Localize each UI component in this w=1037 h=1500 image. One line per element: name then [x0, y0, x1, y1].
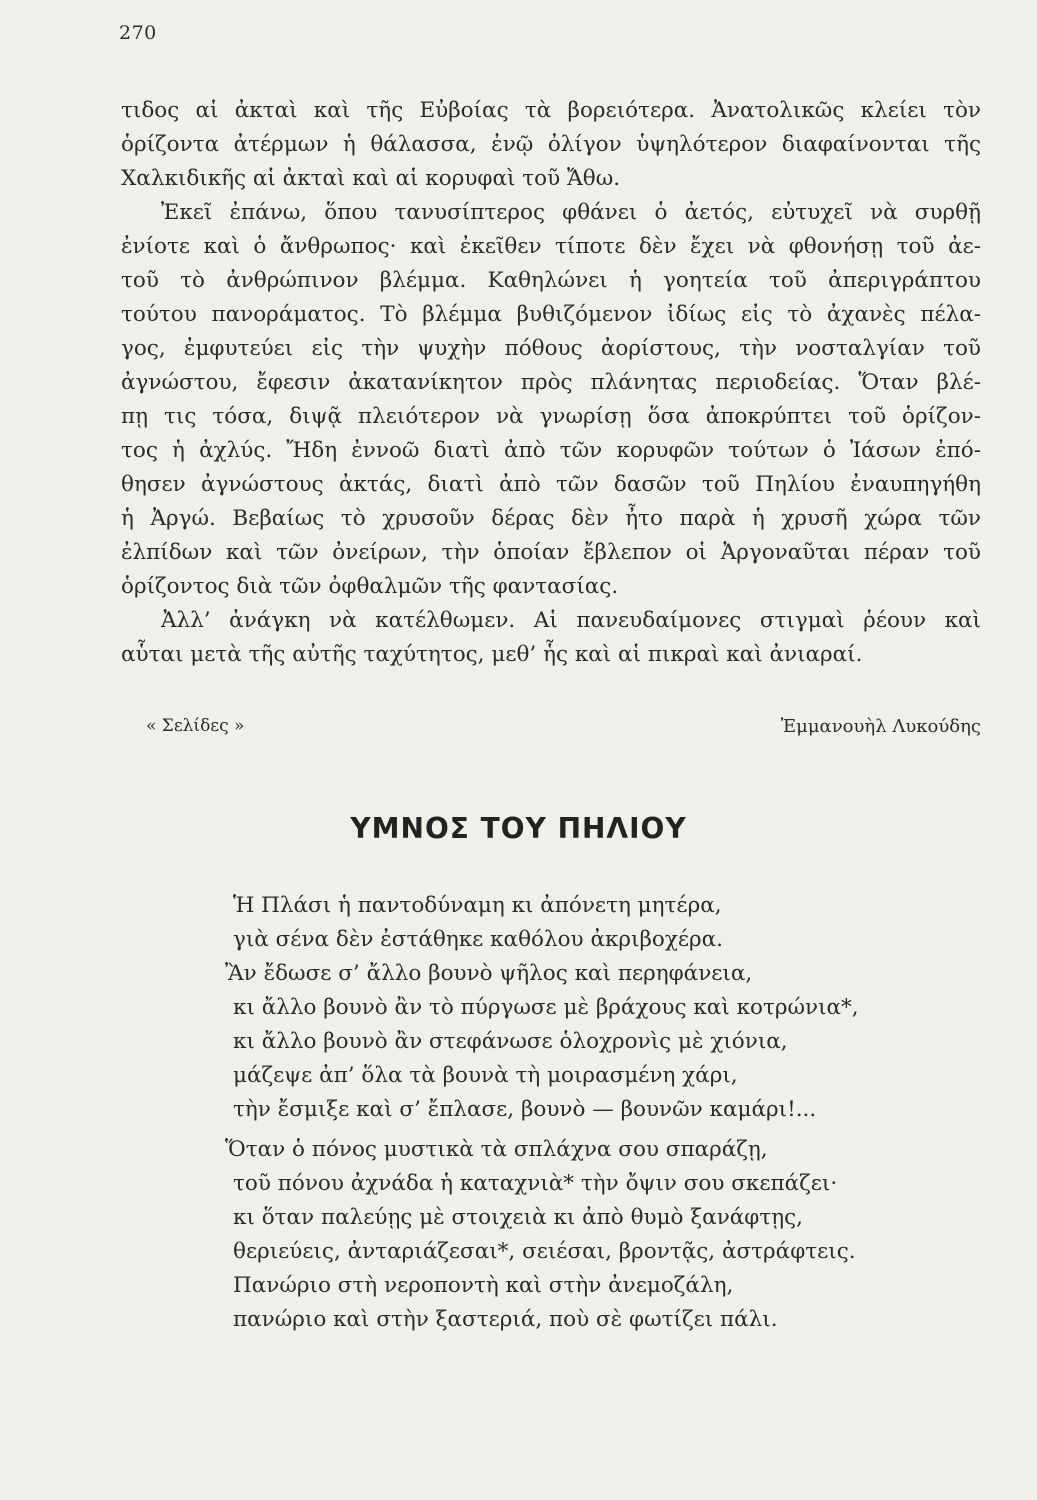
prose-line: αὗται μετὰ τῆς αὐτῆς ταχύτητος, μεθ’ ἧς καὶ αἱ πικραὶ καὶ ἀνιαραί.: [121, 642, 863, 667]
page-number: 270: [119, 22, 157, 44]
prose-line: ἀγνώστου, ἔφεσιν ἀκατανίκητον πρὸς πλάνητας περιοδείας. Ὅταν βλέ-: [121, 370, 981, 395]
poem-line: τὴν ἔσμιξε καὶ σ’ ἔπλασε, βουνὸ — βουνῶν καμάρι!...: [233, 1097, 817, 1122]
prose-line: Ἐκεῖ ἐπάνω, ὅπου τανυσίπτερος φθάνει ὁ ἀετός, εὐτυχεῖ νὰ συρθῇ: [161, 200, 981, 225]
poem-line: κι ἄλλο βουνὸ ἂν τὸ πύργωσε μὲ βράχους καὶ κοτρώνια*,: [233, 995, 859, 1020]
poem-line: μάζεψε ἀπ’ ὅλα τὰ βουνὰ τὴ μοιρασμένη χάρι,: [233, 1063, 738, 1088]
poem: [225, 889, 993, 1337]
prose-line: θησεν ἀγνώστους ἀκτάς, διατὶ ἀπὸ τῶν δασῶν τοῦ Πηλίου ἐναυπηγήθη: [121, 472, 981, 497]
poem-line: θεριεύεις, ἀνταριάζεσαι*, σειέσαι, βροντᾷς, ἀστράφτεις.: [233, 1239, 856, 1264]
poem-line: κι ἄλλο βουνὸ ἂν στεφάνωσε ὁλοχρονὶς μὲ χιόνια,: [233, 1029, 788, 1054]
poem-line: πανώριο καὶ στὴν ξαστεριά, ποὺ σὲ φωτίζει πάλι.: [233, 1307, 778, 1332]
prose-line: Ἀλλ’ ἀνάγκη νὰ κατέλθωμεν. Αἱ πανευδαίμονες στιγμαὶ ῥέουν καὶ: [161, 608, 981, 633]
author-name: Ἐμμανουὴλ Λυκούδης: [780, 716, 981, 737]
prose-line: ἐλπίδων καὶ τῶν ὀνείρων, τὴν ὁποίαν ἔβλεπον οἱ Ἀργοναῦται πέραν τοῦ: [121, 540, 981, 565]
poem-line: κι ὅταν παλεύῃς μὲ στοιχειὰ κι ἀπὸ θυμὸ ξανάφτῃς,: [233, 1205, 803, 1230]
prose-line: ἐνίοτε καὶ ὁ ἄνθρωπος· καὶ ἐκεῖθεν τίποτε δὲν ἔχει νὰ φθονήσῃ τοῦ ἀε-: [121, 234, 981, 259]
poem-line: Ἂν ἔδωσε σ’ ἄλλο βουνὸ ψῆλος καὶ περηφάνεια,: [225, 961, 753, 986]
source-title: « Σελίδες »: [146, 716, 245, 736]
prose-line: ἡ Ἀργώ. Βεβαίως τὸ χρυσοῦν δέρας δὲν ἦτο παρὰ ἡ χρυσῆ χώρα τῶν: [121, 506, 981, 531]
poem-line: Ἡ Πλάσι ἡ παντοδύναμη κι ἀπόνετη μητέρα,: [233, 893, 722, 918]
poem-title: ΥΜΝΟΣ ΤΟΥ ΠΗΛΙΟΥ: [350, 812, 687, 845]
prose-line: τος ἡ ἀχλύς. Ἤδη ἐννοῶ διατὶ ἀπὸ τῶν κορυφῶν τούτων ὁ Ἰάσων ἐπό-: [121, 438, 981, 463]
poem-line: Πανώριο στὴ νεροποντὴ καὶ στὴν ἀνεμοζάλη,: [233, 1273, 734, 1298]
prose-line: ὁρίζοντα ἀτέρμων ἡ θάλασσα, ἐνῷ ὀλίγον ὑψηλότερον διαφαίνονται τῆς: [121, 132, 981, 157]
prose-line: τιδος αἱ ἀκταὶ καὶ τῆς Εὐβοίας τὰ βορειότερα. Ἀνατολικῶς κλείει τὸν: [121, 98, 981, 123]
attribution: [121, 712, 981, 746]
prose-line: πῃ τις τόσα, διψᾷ πλειότερον νὰ γνωρίσῃ ὅσα ἀποκρύπτει τοῦ ὁρίζον-: [121, 404, 981, 429]
prose-line: ὁρίζοντος διὰ τῶν ὀφθαλμῶν τῆς φαντασίας.: [121, 574, 619, 599]
prose-line: τοῦ τὸ ἀνθρώπινον βλέμμα. Καθηλώνει ἡ γοητεία τοῦ ἀπεριγράπτου: [121, 268, 981, 293]
poem-line: τοῦ πόνου ἀχνάδα ἡ καταχνιὰ* τὴν ὄψιν σου σκεπάζει·: [233, 1171, 838, 1196]
prose-line: Χαλκιδικῆς αἱ ἀκταὶ καὶ αἱ κορυφαὶ τοῦ Ἄθω.: [121, 166, 621, 191]
poem-line: γιὰ σένα δὲν ἐστάθηκε καθόλου ἀκριβοχέρα.: [233, 927, 723, 952]
prose-line: τούτου πανοράματος. Τὸ βλέμμα βυθιζόμενον ἰδίως εἰς τὸ ἀχανὲς πέλα-: [121, 302, 981, 327]
prose-line: γος, ἐμφυτεύει εἰς τὴν ψυχὴν πόθους ἀορίστους, τὴν νοσταλγίαν τοῦ: [121, 336, 981, 361]
prose-passage: [121, 94, 981, 672]
poem-line: Ὅταν ὁ πόνος μυστικὰ τὰ σπλάχνα σου σπαράζῃ,: [225, 1137, 768, 1162]
